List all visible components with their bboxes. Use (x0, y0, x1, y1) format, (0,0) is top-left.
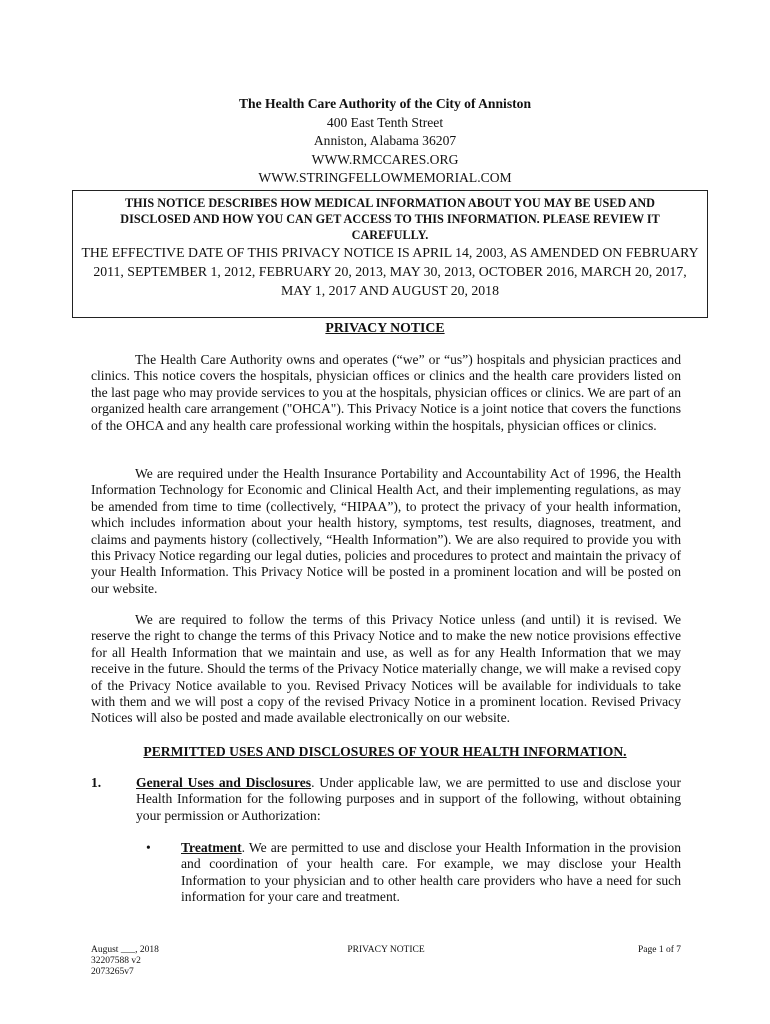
footer-date: August ___, 2018 (91, 945, 159, 955)
paragraph-hipaa: We are required under the Health Insurance Portability and Accountability Act of 1996, the Health Information Technology for Economic and Clinical Health Act, and their implementing regulations, as may be amended from time to time (collectively, “HIPAA”), to protect the privacy of your health information, which includes information about your health history, symptoms, test results, diagnoses, treatment, and claims and payments history (collectively, “Health Information”). We are also required to provide you with this Privacy Notice regarding our legal duties, policies and procedures to protect and maintain the privacy of your Health Information. This Privacy Notice will be posted in a prominent location and will be posted on our website. (91, 466, 682, 596)
notice-description: THIS NOTICE DESCRIBES HOW MEDICAL INFORMATION ABOUT YOU MAY BE USED AND DISCLOSED AND HOW YOU CAN GET ACCESS TO THIS INFORMATION. PLEASE REVIEW IT CAREFULLY. (120, 196, 660, 242)
item-number: 1. (91, 775, 102, 790)
item-body (136, 775, 681, 824)
item-text: . Under applicable law, we are permitted to use and disclose your Health Information for the following purposes and in support of the following, without obtaining your permission or Authorization: (136, 775, 681, 823)
bullet-text: . We are permitted to use and disclose your Health Information in the provision and coordination of your health care. For example, we may disclose your Health Information to your physician and to other health care providers who have a need for such information for your care and treatment. (181, 840, 681, 905)
website-2: WWW.STRINGFELLOWMEMORIAL.COM (258, 170, 512, 185)
notice-box (72, 190, 708, 318)
page-number: Page 1 of 7 (637, 945, 681, 955)
numbered-item-1 (91, 775, 681, 824)
bullet-glyph: • (146, 840, 151, 855)
paragraph-revisions: We are required to follow the terms of this Privacy Notice unless (and until) it is revised. We reserve the right to change the terms of this Privacy Notice and to make the new notice provisions effective for all Health Information that we maintain and use, as well as for any Health Information that we may receive in the future. Should the terms of the Privacy Notice materially change, we will make a revised copy of the Privacy Notice available to you. Revised Privacy Notices will be available for individuals to take with them and we will post a copy of the revised Privacy Notice in a prominent location. Revised Privacy Notices will also be posted and made available electronically on our website. (91, 612, 681, 726)
organization-name: The Health Care Authority of the City of Anniston (238, 96, 532, 111)
bullet-item-treatment (91, 840, 681, 906)
address-line-2: Anniston, Alabama 36207 (313, 133, 457, 148)
effective-date-statement: THE EFFECTIVE DATE OF THIS PRIVACY NOTICE IS APRIL 14, 2003, AS AMENDED ON FEBRUARY 2011, SEPTEMBER 1, 2012, FEBRUARY 20, 2013, MAY 30, 2013, OCTOBER 2016, MARCH 20, 2017, MAY 1, 2017 AND AUGUST 20, 2018 (81, 245, 699, 298)
footer-doc-id-1: 32207588 v2 (91, 956, 141, 966)
document-title: PRIVACY NOTICE (325, 320, 445, 335)
footer-title: PRIVACY NOTICE (347, 945, 425, 955)
bullet-heading: Treatment (181, 840, 242, 855)
section-heading: PERMITTED USES AND DISCLOSURES OF YOUR HEALTH INFORMATION. (143, 744, 627, 759)
website-1: WWW.RMCCARES.ORG (311, 151, 459, 167)
letterhead (0, 95, 770, 188)
footer-doc-id-2: 2073265v7 (91, 967, 134, 977)
bullet-body (181, 840, 681, 906)
address-line-1: 400 East Tenth Street (326, 114, 444, 130)
item-heading: General Uses and Disclosures (136, 775, 312, 790)
paragraph-intro: The Health Care Authority owns and operates (“we” or “us”) hospitals and physician practices and clinics. This notice covers the hospitals, physician offices or clinics and the health care providers listed on the last page who may provide services to you at the hospitals, physician offices or clinics. We are part of an organized health care arrangement ("OHCA"). This Privacy Notice is a joint notice that covers the functions of the OHCA and any health care professional working within the hospitals, physician offices or clinics. (91, 352, 681, 433)
